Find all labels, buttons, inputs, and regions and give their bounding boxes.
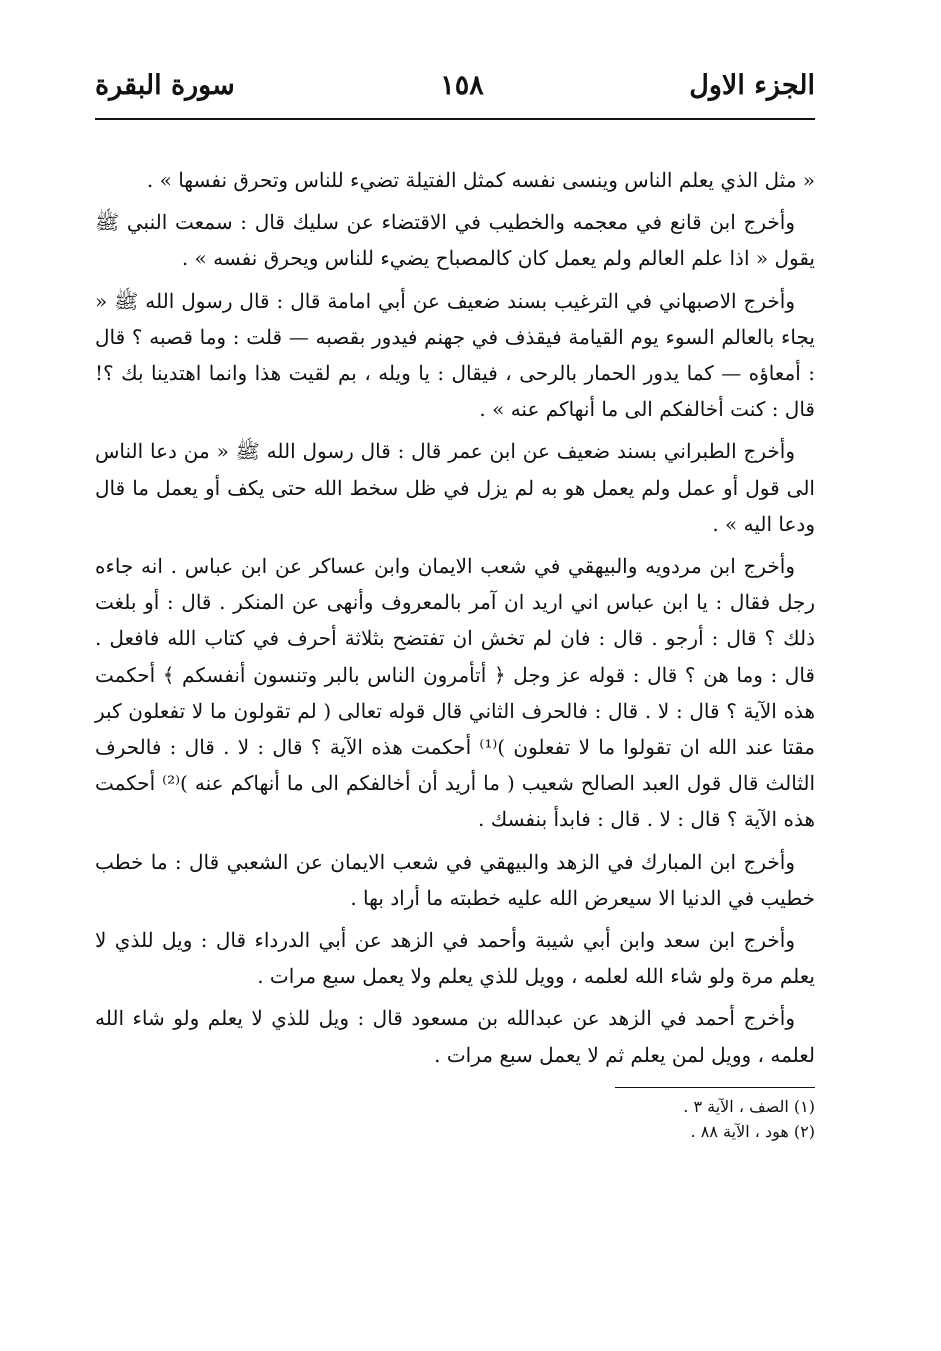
running-header [95,70,815,116]
body-text [95,162,815,1073]
paragraph: وأخرج ابن مردويه والبيهقي في شعب الايمان وابن عساكر عن ابن عباس . انه جاءه رجل فقال : يا ابن عباس اني اريد ان آمر بالمعروف وأنهى عن المنكر . قال : أو بلغت ذلك ؟ قال : أرجو . قال : فان لم تخش ان تفتضح بثلاثة أحرف في كتاب الله فافعل . قال : وما هن ؟ قال : قوله عز وجل ﴿ أتأمرون الناس بالبر وتنسون أنفسكم ﴾ أحكمت هذه الآية ؟ قال : لا . قال : فالحرف الثاني قال قوله تعالى ( لم تقولون ما لا تفعلون كبر مقتا عند الله ان تقولوا ما لا تفعلون )⁽¹⁾ أحكمت هذه الآية ؟ قال : لا . قال : فالحرف الثالث قال قول العبد الصالح شعيب ( ما أريد أن أخالفكم الى ما أنهاكم عنه )⁽²⁾ أحكمت هذه الآية ؟ قال : لا . قال : فابدأ بنفسك . [95,554,816,832]
surah-title: سورة البقرة [95,70,235,101]
paragraph: وأخرج ابن سعد وابن أبي شيبة وأحمد في الزهد عن أبي الدرداء قال : ويل للذي لا يعلم مرة ولو شاء الله لعلمه ، وويل للذي يعلم ولا يعمل سبع مرات . [95,928,815,989]
paragraph: وأخرج الاصبهاني في الترغيب بسند ضعيف عن أبي امامة قال : قال رسول الله ﷺ « يجاء بالعالم السوء يوم القيامة فيقذف في جهنم فيدور بقصبه — قلت : وما قصبه ؟ قال : أمعاؤه — كما يدور الحمار بالرحى ، فيقال : يا ويله ، بم لقيت هذا وانما اهتدينا بك ؟! قال : كنت أخالفكم الى ما أنهاكم عنه » . [95,288,815,422]
header-rule [95,118,815,120]
footnotes [95,1094,815,1144]
paragraph: وأخرج ابن المبارك في الزهد والبيهقي في شعب الايمان عن الشعبي قال : ما خطب خطيب في الدنيا الا سيعرض الله عليه خطبته ما أراد بها . [95,849,815,910]
paragraph: وأخرج ابن قانع في معجمه والخطيب في الاقتضاء عن سليك قال : سمعت النبي ﷺ يقول « اذا علم العالم ولم يعمل كان كالمصباح يضيء للناس ويحرق نفسه » . [95,210,815,271]
paragraph: وأخرج الطبراني بسند ضعيف عن ابن عمر قال : قال رسول الله ﷺ « من دعا الناس الى قول أو عمل ولم يعمل هو به لم يزل في ظل سخط الله حتى يكف أو يعمل ما قال ودعا اليه » . [95,439,815,536]
volume-label: الجزء الاول [689,70,815,101]
page-number: ١٥٨ [440,70,484,101]
page [95,70,815,1144]
footnote: (٢) هود ، الآية ٨٨ . [690,1121,815,1141]
paragraph: « مثل الذي يعلم الناس وينسى نفسه كمثل الفتيلة تضيء للناس وتحرق نفسها » . [146,168,815,192]
footnote: (١) الصف ، الآية ٣ . [683,1096,815,1116]
paragraph: وأخرج أحمد في الزهد عن عبدالله بن مسعود قال : ويل للذي لا يعلم ولو شاء الله لعلمه ، وويل لمن يعلم ثم لا يعمل سبع مرات . [95,1006,815,1067]
footnote-rule [615,1087,815,1088]
